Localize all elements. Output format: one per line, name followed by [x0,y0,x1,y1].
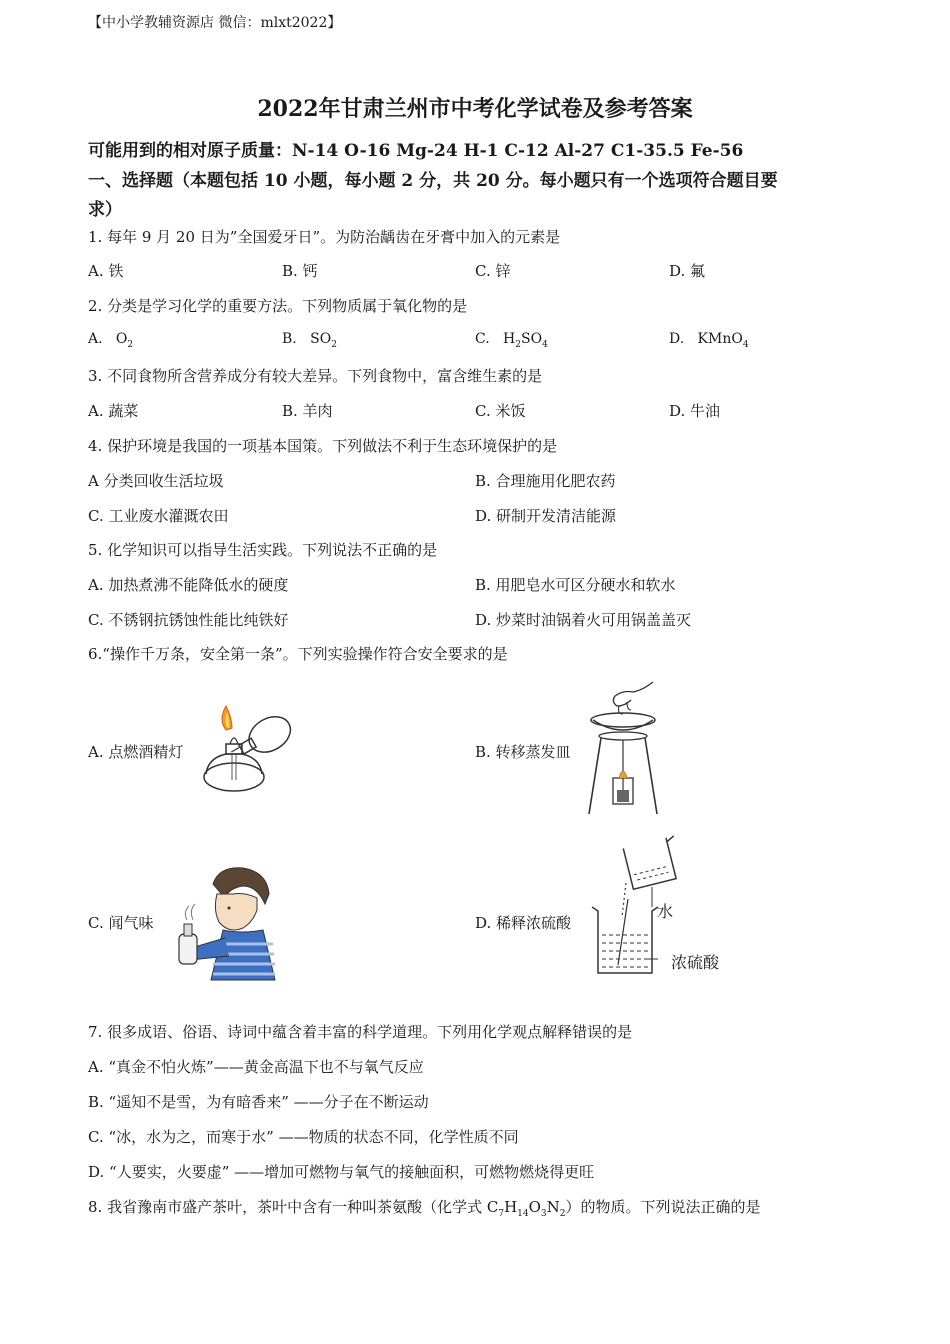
q8-text-2: ）的物质。下列说法正确的是 [565,1198,761,1216]
section-heading-cont: 求） [88,200,122,220]
formula: O [115,331,128,347]
formula-sub: 14 [517,1209,529,1219]
smell-gas-figure [173,864,277,982]
q3-option-a: A. 蔬菜 [88,402,139,420]
q5-option-a: A. 加热煮沸不能降低水的硬度 [88,576,289,594]
option-letter: A. [88,331,103,347]
formula: KMnO [697,331,743,347]
q7-option-d: D. “人要实，火要虚” ——增加可燃物与氧气的接触面积，可燃物燃烧得更旺 [88,1163,595,1181]
formula-sub: 2 [331,339,337,350]
atomic-masses: 可能用到的相对原子质量：N-14 O-16 Mg-24 H-1 C-12 Al-27 C1-35.5 Fe-56 [88,141,744,161]
q7-option-c: C. “冰，水为之，而寒于水” ——物质的状态不同，化学性质不同 [88,1128,519,1146]
page-title: 2022年甘肃兰州市中考化学试卷及参考答案 [257,96,693,122]
q6-option-d: D. 稀释浓硫酸 [475,914,572,932]
q1-option-b: B. 钙 [282,262,318,280]
figure-label-water: 水 [657,902,674,921]
q1-option-a: A. 铁 [88,262,124,280]
figure-label-acid: 浓硫酸 [671,953,720,972]
q3-option-d: D. 牛油 [669,402,721,420]
question-4-stem: 4. 保护环境是我国的一项基本国策。下列做法不利于生态环境保护的是 [88,437,558,455]
q5-option-b: B. 用肥皂水可区分硬水和软水 [475,576,676,594]
q2-option-d [669,331,749,350]
formula: SO [310,331,332,347]
option-letter: C. [475,331,490,347]
q6-option-c: C. 闻气味 [88,914,154,932]
question-6-stem: 6.“操作千万条，安全第一条”。下列实验操作符合安全要求的是 [88,645,508,663]
q7-option-b: B. “遥知不是雪，为有暗香来” ——分子在不断运动 [88,1093,429,1111]
q4-option-b: B. 合理施用化肥农药 [475,472,616,490]
question-1-stem: 1. 每年 9 月 20 日为”全国爱牙日”。为防治龋齿在牙膏中加入的元素是 [88,228,561,246]
question-3-stem: 3. 不同食物所含营养成分有较大差异。下列食物中，富含维生素的是 [88,367,543,385]
q5-option-d: D. 炒菜时油锅着火可用锅盖盖灭 [475,611,692,629]
q4-option-c: C. 工业废水灌溉农田 [88,507,229,525]
question-7-stem: 7. 很多成语、俗语、诗词中蕴含着丰富的科学道理。下列用化学观点解释错误的是 [88,1023,633,1041]
formula: N [546,1198,560,1216]
formula: O [528,1198,541,1216]
alcohol-lamp-figure [196,702,300,800]
header-note: 【中小学教辅资源店 微信：mlxt2022】 [88,15,342,31]
formula-sub: 4 [542,339,548,350]
q8-text-1: 8. 我省豫南市盛产茶叶，茶叶中含有一种叫茶氨酸（化学式 C [88,1198,499,1216]
formula: SO [520,331,543,347]
evaporating-dish-figure [583,678,663,816]
option-letter: D. [669,331,685,347]
formula-sub: 2 [559,1209,566,1219]
question-5-stem: 5. 化学知识可以指导生活实践。下列说法不正确的是 [88,541,438,559]
question-8-stem [88,1196,761,1219]
q6-option-b: B. 转移蒸发皿 [475,743,571,761]
formula-sub: 4 [742,339,749,350]
q2-option-a [88,331,133,350]
q1-option-d: D. 氟 [669,262,706,280]
q3-option-c: C. 米饭 [475,402,526,420]
q3-option-b: B. 羊肉 [282,402,333,420]
q4-option-a: A 分类回收生活垃圾 [88,472,224,490]
option-letter: B. [282,331,297,347]
formula: H [504,1198,518,1216]
formula-sub: 2 [515,339,521,350]
q7-option-a: A. “真金不怕火炼”——黄金高温下也不与氧气反应 [88,1058,424,1076]
q6-option-a: A. 点燃酒精灯 [88,743,184,761]
formula-sub: 7 [498,1209,505,1219]
q2-option-b [282,331,337,350]
formula: H [503,331,516,347]
formula-sub: 2 [127,339,134,350]
q4-option-d: D. 研制开发清洁能源 [475,507,617,525]
q2-option-c [475,331,548,350]
q5-option-c: C. 不锈钢抗锈蚀性能比纯铁好 [88,611,289,629]
question-2-stem: 2. 分类是学习化学的重要方法。下列物质属于氧化物的是 [88,297,468,315]
q1-option-c: C. 锌 [475,262,511,280]
section-heading: 一、选择题（本题包括 10 小题，每小题 2 分，共 20 分。每小题只有一个选项符合题目要 [88,171,778,191]
formula-sub: 3 [540,1209,547,1219]
